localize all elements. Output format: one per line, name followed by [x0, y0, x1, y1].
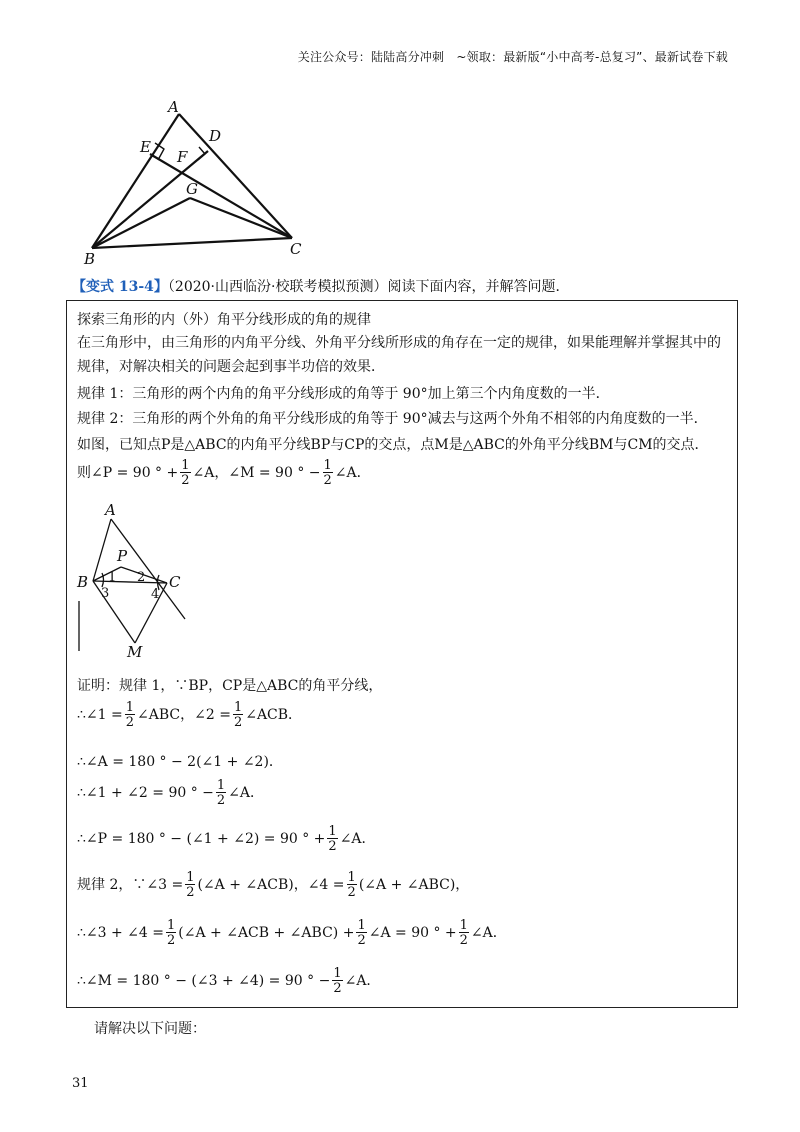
fraction: $\frac{1}{2}$ — [125, 700, 135, 730]
label-C: C — [169, 573, 181, 591]
label-P: P — [117, 547, 128, 565]
triangle-figure-1 — [82, 98, 322, 268]
label-G: G — [186, 180, 198, 198]
angle-1: 1 — [108, 570, 117, 585]
figure-description: 如图，已知点P是△ABC的内角平分线BP与CP的交点，点M是△ABC的外角平分线BM与CM的交点． — [77, 437, 709, 453]
variant-text: （2020·山西临汾·校联考模拟预测）阅读下面内容，并解答问题． — [167, 279, 570, 295]
variant-heading — [72, 276, 569, 296]
angle-3: 3 — [101, 586, 110, 601]
angle-4: 4 — [151, 587, 160, 602]
label-B: B — [84, 250, 96, 268]
conclusion-line: 则∠P = 90 ° + $\frac{1}{2}$ ∠A，∠M = 90 ° − $\frac{1}{2}$ ∠A． — [77, 458, 371, 488]
label-A: A — [105, 501, 116, 519]
proof-step-5: 规律 2，∵∠3 = $\frac{1}{2}$ (∠A + ∠ACB)，∠4 = $\frac{1}{2}$ (∠A + ∠ABC)， — [77, 870, 470, 900]
fraction: $\frac{1}{2}$ — [323, 458, 332, 488]
proof-step-7: ∴∠M = 180 ° − (∠3 + ∠4) = 90 ° − $\frac{1}{2}$ ∠A． — [77, 966, 381, 996]
fraction: $\frac{1}{2}$ — [233, 700, 243, 730]
proof-step-1: ∴∠1 = $\frac{1}{2}$ ∠ABC，∠2 = $\frac{1}{2}$ ∠ACB． — [77, 700, 303, 730]
fraction: $\frac{1}{2}$ — [459, 918, 468, 948]
label-B: B — [77, 573, 89, 591]
label-D: D — [209, 127, 222, 145]
variant-tag: 【变式 13-4】 — [72, 279, 168, 295]
fraction: $\frac{1}{2}$ — [328, 824, 337, 854]
angle-2: 2 — [137, 570, 146, 585]
fraction: $\frac{1}{2}$ — [357, 918, 366, 948]
label-M: M — [127, 643, 143, 661]
proof-step-4: ∴∠P = 180 ° − (∠1 + ∠2) = 90 ° + $\frac{1}{2}$ ∠A． — [77, 824, 376, 854]
rule-1: 规律 1：三角形的两个内角的角平分线形成的角等于 90°加上第三个内角度数的一半． — [77, 386, 610, 402]
fraction: $\frac{1}{2}$ — [216, 778, 226, 808]
question-prompt: 请解决以下问题： — [94, 1021, 206, 1037]
rule-2: 规律 2：三角形的两个外角的角平分线形成的角等于 90°减去与这两个外角不相邻的内角度数的一半． — [77, 411, 708, 427]
proof-step-6: ∴∠3 + ∠4 = $\frac{1}{2}$ (∠A + ∠ACB + ∠ABC) + $\frac{1}{2}$ ∠A = 90 ° + $\frac{1}{2}$ ∠A． — [77, 918, 507, 948]
proof-step-2: ∴∠A = 180 ° − 2(∠1 + ∠2)． — [77, 754, 283, 770]
fraction: $\frac{1}{2}$ — [167, 918, 176, 948]
proof-step-3: ∴∠1 + ∠2 = 90 ° − $\frac{1}{2}$ ∠A． — [77, 778, 265, 808]
triangle-figure-2 — [75, 501, 205, 661]
label-C: C — [290, 240, 302, 258]
label-E: E — [140, 138, 151, 156]
fraction: $\frac{1}{2}$ — [347, 870, 356, 900]
page-number: 31 — [72, 1076, 89, 1091]
label-F: F — [177, 148, 188, 166]
proof-intro: 证明：规律 1，∵BP，CP是△ABC的角平分线， — [77, 678, 383, 694]
box-intro: 在三角形中，由三角形的内角平分线、外角平分线所形成的角存在一定的规律，如果能理解并掌握其中的规律，对解决相关的问题会起到事半功倍的效果． — [77, 335, 721, 375]
box-title: 探索三角形的内（外）角平分线形成的角的规律 — [77, 312, 371, 328]
label-A: A — [168, 98, 179, 116]
fraction: $\frac{1}{2}$ — [181, 458, 190, 488]
reading-box — [66, 300, 738, 1008]
page-header: 关注公众号：陆陆高分冲刺 ~领取：最新版“小中高考-总复习”、最新试卷下载 — [297, 50, 728, 64]
fraction: $\frac{1}{2}$ — [186, 870, 195, 900]
fraction: $\frac{1}{2}$ — [333, 966, 342, 996]
